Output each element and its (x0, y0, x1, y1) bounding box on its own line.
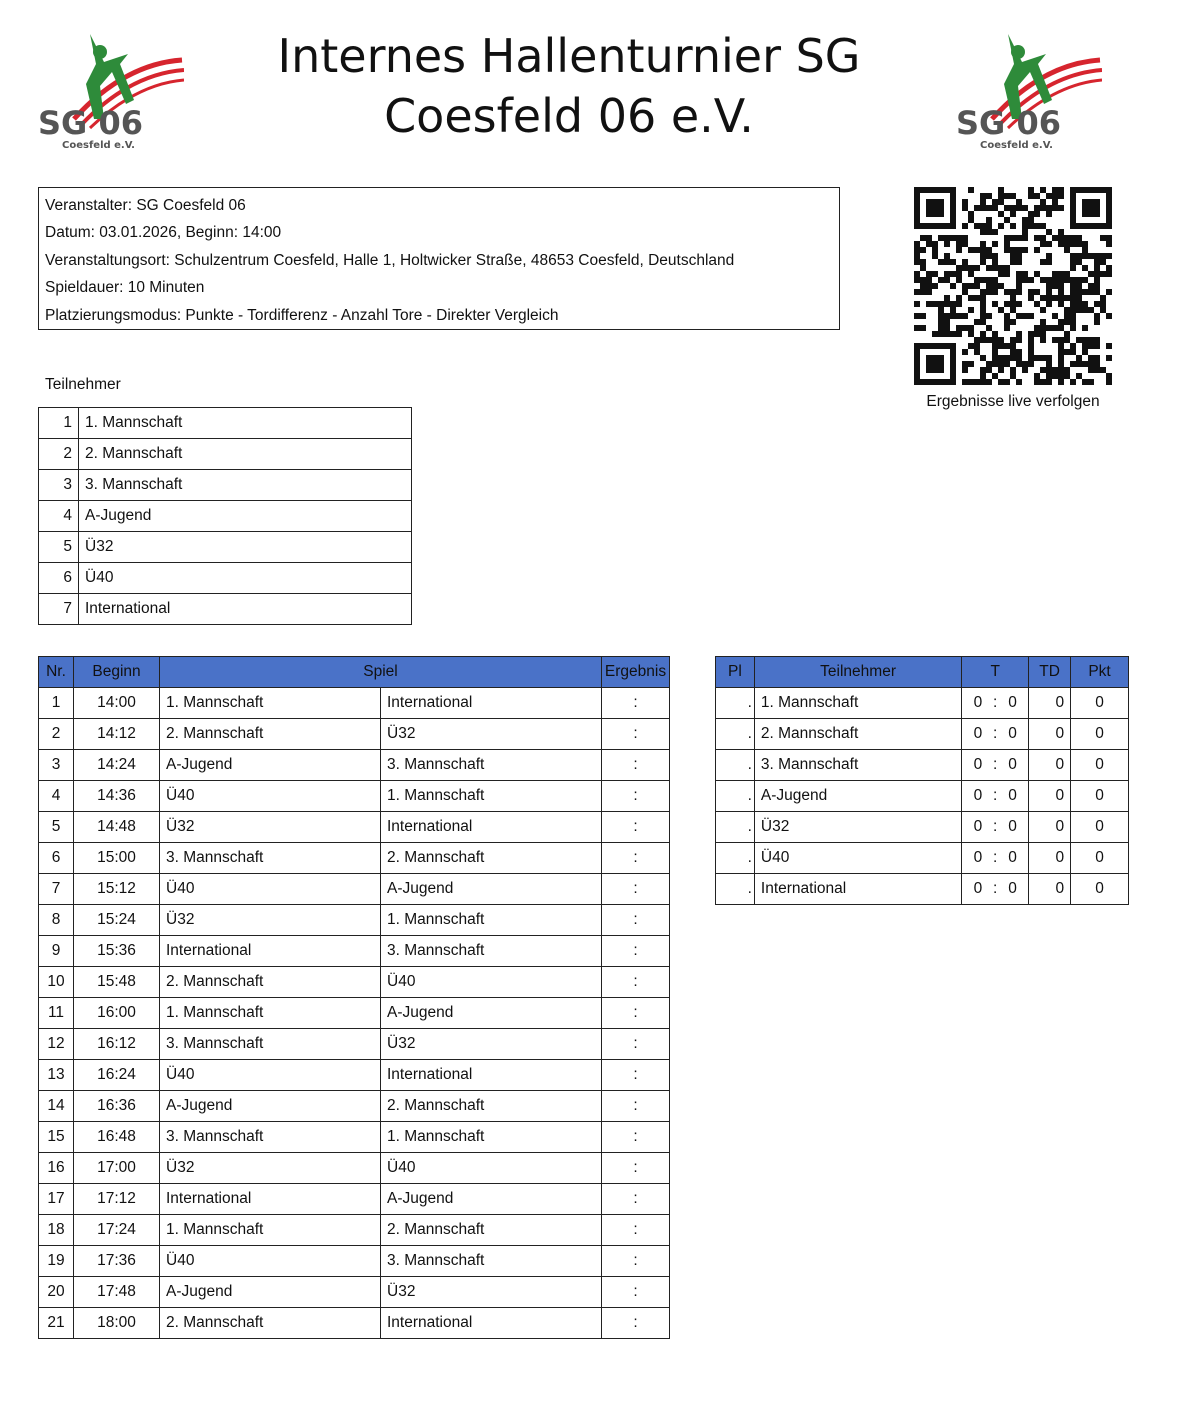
match-row (39, 1184, 670, 1215)
match-home-team: 3. Mannschaft (160, 843, 381, 874)
participant-row (39, 501, 412, 532)
participants-table (38, 407, 412, 625)
match-home-team: Ü40 (160, 1060, 381, 1091)
participant-row (39, 470, 412, 501)
standings-points: 0 (1071, 719, 1129, 750)
participant-row (39, 408, 412, 439)
match-home-team: 1. Mannschaft (160, 998, 381, 1029)
match-number: 1 (39, 688, 74, 719)
club-logo-right (952, 24, 1102, 154)
match-start-time: 15:00 (74, 843, 160, 874)
standings-goals-against: 0 (1008, 818, 1017, 835)
standings-row (716, 843, 1129, 874)
match-home-team: 2. Mannschaft (160, 1308, 381, 1339)
match-row (39, 874, 670, 905)
match-away-team: Ü32 (381, 1029, 602, 1060)
match-away-team: Ü32 (381, 719, 602, 750)
qr-caption: Ergebnisse live verfolgen (926, 393, 1100, 410)
standings-place: . (716, 843, 755, 874)
match-number: 7 (39, 874, 74, 905)
match-row (39, 1277, 670, 1308)
standings-goals (962, 750, 1029, 781)
participant-name: 1. Mannschaft (79, 408, 412, 439)
participant-row (39, 439, 412, 470)
match-start-time: 16:00 (74, 998, 160, 1029)
match-away-team: International (381, 1060, 602, 1091)
svg-text:Coesfeld e.V.: Coesfeld e.V. (62, 140, 135, 151)
match-start-time: 14:48 (74, 812, 160, 843)
match-start-time: 18:00 (74, 1308, 160, 1339)
match-number: 12 (39, 1029, 74, 1060)
standings-goals (962, 812, 1029, 843)
match-home-team: Ü40 (160, 874, 381, 905)
standings-goals-against: 0 (1008, 756, 1017, 773)
match-row (39, 998, 670, 1029)
match-home-team: 2. Mannschaft (160, 967, 381, 998)
match-result: : (602, 1246, 670, 1277)
standings-goals-separator: : (993, 818, 998, 835)
info-date: Datum: 03.01.2026, Beginn: 14:00 (45, 224, 282, 242)
match-row (39, 750, 670, 781)
standings-goals-separator: : (993, 787, 998, 804)
match-start-time: 17:48 (74, 1277, 160, 1308)
standings-row (716, 719, 1129, 750)
standings-place: . (716, 874, 755, 905)
participant-number: 7 (39, 594, 79, 625)
standings-goals-separator: : (993, 756, 998, 773)
standings-points: 0 (1071, 874, 1129, 905)
match-result: : (602, 843, 670, 874)
standings-goals (962, 843, 1029, 874)
match-home-team: A-Jugend (160, 750, 381, 781)
match-row (39, 1122, 670, 1153)
match-away-team: A-Jugend (381, 874, 602, 905)
participant-number: 6 (39, 563, 79, 594)
match-result: : (602, 1215, 670, 1246)
match-result: : (602, 781, 670, 812)
participant-name: 2. Mannschaft (79, 439, 412, 470)
match-away-team: Ü40 (381, 1153, 602, 1184)
match-away-team: 1. Mannschaft (381, 1122, 602, 1153)
match-number: 10 (39, 967, 74, 998)
match-away-team: 3. Mannschaft (381, 1246, 602, 1277)
standings-goals-for: 0 (973, 849, 983, 866)
standings-goal-difference: 0 (1029, 812, 1071, 843)
standings-table (715, 656, 1129, 905)
match-row (39, 967, 670, 998)
club-logo-left (34, 24, 184, 154)
participant-number: 3 (39, 470, 79, 501)
match-result: : (602, 1060, 670, 1091)
standings-goals-separator: : (993, 880, 998, 897)
standings-header-td: TD (1029, 657, 1071, 688)
match-number: 19 (39, 1246, 74, 1277)
schedule-header-beginn: Beginn (74, 657, 160, 688)
page-title-line1: Internes Hallenturnier SG (277, 29, 861, 83)
match-row (39, 1060, 670, 1091)
standings-goals-against: 0 (1008, 880, 1017, 897)
standings-header-pkt: Pkt (1071, 657, 1129, 688)
participant-number: 1 (39, 408, 79, 439)
match-number: 4 (39, 781, 74, 812)
standings-points: 0 (1071, 812, 1129, 843)
schedule-header-ergebnis: Ergebnis (602, 657, 670, 688)
participant-number: 4 (39, 501, 79, 532)
standings-goals-for: 0 (973, 880, 983, 897)
match-start-time: 14:36 (74, 781, 160, 812)
standings-team: A-Jugend (754, 781, 961, 812)
match-number: 6 (39, 843, 74, 874)
match-row (39, 812, 670, 843)
event-info-box (38, 187, 840, 330)
match-row (39, 1029, 670, 1060)
match-number: 14 (39, 1091, 74, 1122)
standings-goal-difference: 0 (1029, 750, 1071, 781)
match-start-time: 15:36 (74, 936, 160, 967)
standings-team: 3. Mannschaft (754, 750, 961, 781)
standings-goals-for: 0 (973, 694, 983, 711)
match-result: : (602, 998, 670, 1029)
standings-goals (962, 719, 1029, 750)
standings-team: 2. Mannschaft (754, 719, 961, 750)
schedule-header-spiel: Spiel (160, 657, 602, 688)
match-result: : (602, 1029, 670, 1060)
standings-place: . (716, 781, 755, 812)
standings-goals-for: 0 (973, 787, 983, 804)
match-start-time: 15:24 (74, 905, 160, 936)
standings-goals-separator: : (993, 849, 998, 866)
match-start-time: 16:24 (74, 1060, 160, 1091)
match-result: : (602, 967, 670, 998)
match-result: : (602, 1153, 670, 1184)
standings-row (716, 812, 1129, 843)
match-home-team: A-Jugend (160, 1277, 381, 1308)
standings-goal-difference: 0 (1029, 688, 1071, 719)
match-row (39, 1246, 670, 1277)
svg-text:SG 06: SG 06 (38, 104, 143, 142)
match-row (39, 936, 670, 967)
match-start-time: 16:48 (74, 1122, 160, 1153)
match-away-team: International (381, 812, 602, 843)
match-away-team: Ü32 (381, 1277, 602, 1308)
standings-goals-for: 0 (973, 818, 983, 835)
match-number: 2 (39, 719, 74, 750)
participant-number: 5 (39, 532, 79, 563)
match-result: : (602, 812, 670, 843)
match-start-time: 17:36 (74, 1246, 160, 1277)
standings-points: 0 (1071, 750, 1129, 781)
match-home-team: Ü32 (160, 812, 381, 843)
schedule-table (38, 656, 670, 1339)
match-away-team: 2. Mannschaft (381, 1091, 602, 1122)
standings-team: Ü32 (754, 812, 961, 843)
standings-row (716, 750, 1129, 781)
info-duration: Spieldauer: 10 Minuten (45, 279, 205, 297)
match-row (39, 1215, 670, 1246)
match-home-team: 2. Mannschaft (160, 719, 381, 750)
match-number: 3 (39, 750, 74, 781)
match-away-team: Ü40 (381, 967, 602, 998)
match-home-team: Ü32 (160, 1153, 381, 1184)
match-result: : (602, 688, 670, 719)
match-number: 8 (39, 905, 74, 936)
match-number: 20 (39, 1277, 74, 1308)
match-row (39, 1153, 670, 1184)
match-result: : (602, 719, 670, 750)
standings-team: International (754, 874, 961, 905)
match-home-team: Ü40 (160, 1246, 381, 1277)
match-result: : (602, 905, 670, 936)
match-result: : (602, 750, 670, 781)
standings-place: . (716, 750, 755, 781)
standings-team: Ü40 (754, 843, 961, 874)
info-ranking-mode: Platzierungsmodus: Punkte - Tordifferenz - Anzahl Tore - Direkter Vergleich (45, 306, 559, 324)
match-start-time: 16:36 (74, 1091, 160, 1122)
standings-goals-separator: : (993, 725, 998, 742)
participant-name: Ü40 (79, 563, 412, 594)
match-home-team: 3. Mannschaft (160, 1122, 381, 1153)
participants-heading: Teilnehmer (45, 376, 121, 393)
match-start-time: 17:00 (74, 1153, 160, 1184)
match-away-team: 2. Mannschaft (381, 1215, 602, 1246)
match-number: 17 (39, 1184, 74, 1215)
match-start-time: 14:12 (74, 719, 160, 750)
standings-row (716, 781, 1129, 812)
standings-row (716, 688, 1129, 719)
match-away-team: 1. Mannschaft (381, 781, 602, 812)
match-home-team: A-Jugend (160, 1091, 381, 1122)
match-home-team: Ü32 (160, 905, 381, 936)
participant-name: International (79, 594, 412, 625)
match-number: 11 (39, 998, 74, 1029)
standings-goal-difference: 0 (1029, 874, 1071, 905)
match-result: : (602, 1122, 670, 1153)
info-organizer: Veranstalter: SG Coesfeld 06 (45, 197, 246, 214)
standings-place: . (716, 719, 755, 750)
participant-row (39, 563, 412, 594)
standings-points: 0 (1071, 688, 1129, 719)
standings-row (716, 874, 1129, 905)
match-start-time: 17:24 (74, 1215, 160, 1246)
match-result: : (602, 874, 670, 905)
match-number: 16 (39, 1153, 74, 1184)
match-start-time: 17:12 (74, 1184, 160, 1215)
match-home-team: 1. Mannschaft (160, 1215, 381, 1246)
match-number: 13 (39, 1060, 74, 1091)
standings-team: 1. Mannschaft (754, 688, 961, 719)
match-away-team: A-Jugend (381, 998, 602, 1029)
qr-code[interactable] (914, 187, 1112, 385)
info-venue: Veranstaltungsort: Schulzentrum Coesfeld, Halle 1, Holtwicker Straße, 48653 Coesfeld, Deutschland (45, 251, 735, 269)
match-result: : (602, 1308, 670, 1339)
standings-place: . (716, 812, 755, 843)
standings-goals (962, 688, 1029, 719)
match-away-team: 2. Mannschaft (381, 843, 602, 874)
standings-goals-against: 0 (1008, 694, 1017, 711)
page-title-line2: Coesfeld 06 e.V. (384, 89, 754, 143)
standings-goals-for: 0 (973, 756, 983, 773)
match-number: 5 (39, 812, 74, 843)
standings-goal-difference: 0 (1029, 719, 1071, 750)
standings-goal-difference: 0 (1029, 781, 1071, 812)
match-start-time: 15:48 (74, 967, 160, 998)
match-home-team: International (160, 1184, 381, 1215)
page-title (255, 26, 883, 146)
match-row (39, 688, 670, 719)
match-number: 21 (39, 1308, 74, 1339)
standings-goal-difference: 0 (1029, 843, 1071, 874)
standings-goals-against: 0 (1008, 849, 1017, 866)
match-home-team: International (160, 936, 381, 967)
match-number: 18 (39, 1215, 74, 1246)
match-home-team: 1. Mannschaft (160, 688, 381, 719)
match-home-team: Ü40 (160, 781, 381, 812)
match-number: 15 (39, 1122, 74, 1153)
match-away-team: International (381, 688, 602, 719)
match-start-time: 14:24 (74, 750, 160, 781)
match-row (39, 843, 670, 874)
standings-header-pl: Pl (716, 657, 755, 688)
match-away-team: 1. Mannschaft (381, 905, 602, 936)
standings-goals-against: 0 (1008, 725, 1017, 742)
standings-header-t: T (962, 657, 1029, 688)
match-result: : (602, 1277, 670, 1308)
schedule-header-nr: Nr. (39, 657, 74, 688)
match-number: 9 (39, 936, 74, 967)
participant-name: 3. Mannschaft (79, 470, 412, 501)
standings-place: . (716, 688, 755, 719)
participant-row (39, 594, 412, 625)
standings-goals-separator: : (993, 694, 998, 711)
match-away-team: 3. Mannschaft (381, 750, 602, 781)
match-start-time: 14:00 (74, 688, 160, 719)
match-row (39, 1091, 670, 1122)
standings-points: 0 (1071, 843, 1129, 874)
match-result: : (602, 936, 670, 967)
standings-goals-for: 0 (973, 725, 983, 742)
match-row (39, 719, 670, 750)
svg-text:SG 06: SG 06 (956, 104, 1061, 142)
match-result: : (602, 1184, 670, 1215)
standings-header-team: Teilnehmer (754, 657, 961, 688)
standings-goals-against: 0 (1008, 787, 1017, 804)
participant-name: A-Jugend (79, 501, 412, 532)
svg-text:Coesfeld e.V.: Coesfeld e.V. (980, 140, 1053, 151)
match-away-team: International (381, 1308, 602, 1339)
participant-name: Ü32 (79, 532, 412, 563)
match-away-team: 3. Mannschaft (381, 936, 602, 967)
participant-number: 2 (39, 439, 79, 470)
standings-goals (962, 781, 1029, 812)
match-result: : (602, 1091, 670, 1122)
match-start-time: 15:12 (74, 874, 160, 905)
match-row (39, 1308, 670, 1339)
standings-points: 0 (1071, 781, 1129, 812)
participant-row (39, 532, 412, 563)
match-away-team: A-Jugend (381, 1184, 602, 1215)
match-start-time: 16:12 (74, 1029, 160, 1060)
standings-goals (962, 874, 1029, 905)
match-row (39, 905, 670, 936)
match-home-team: 3. Mannschaft (160, 1029, 381, 1060)
match-row (39, 781, 670, 812)
